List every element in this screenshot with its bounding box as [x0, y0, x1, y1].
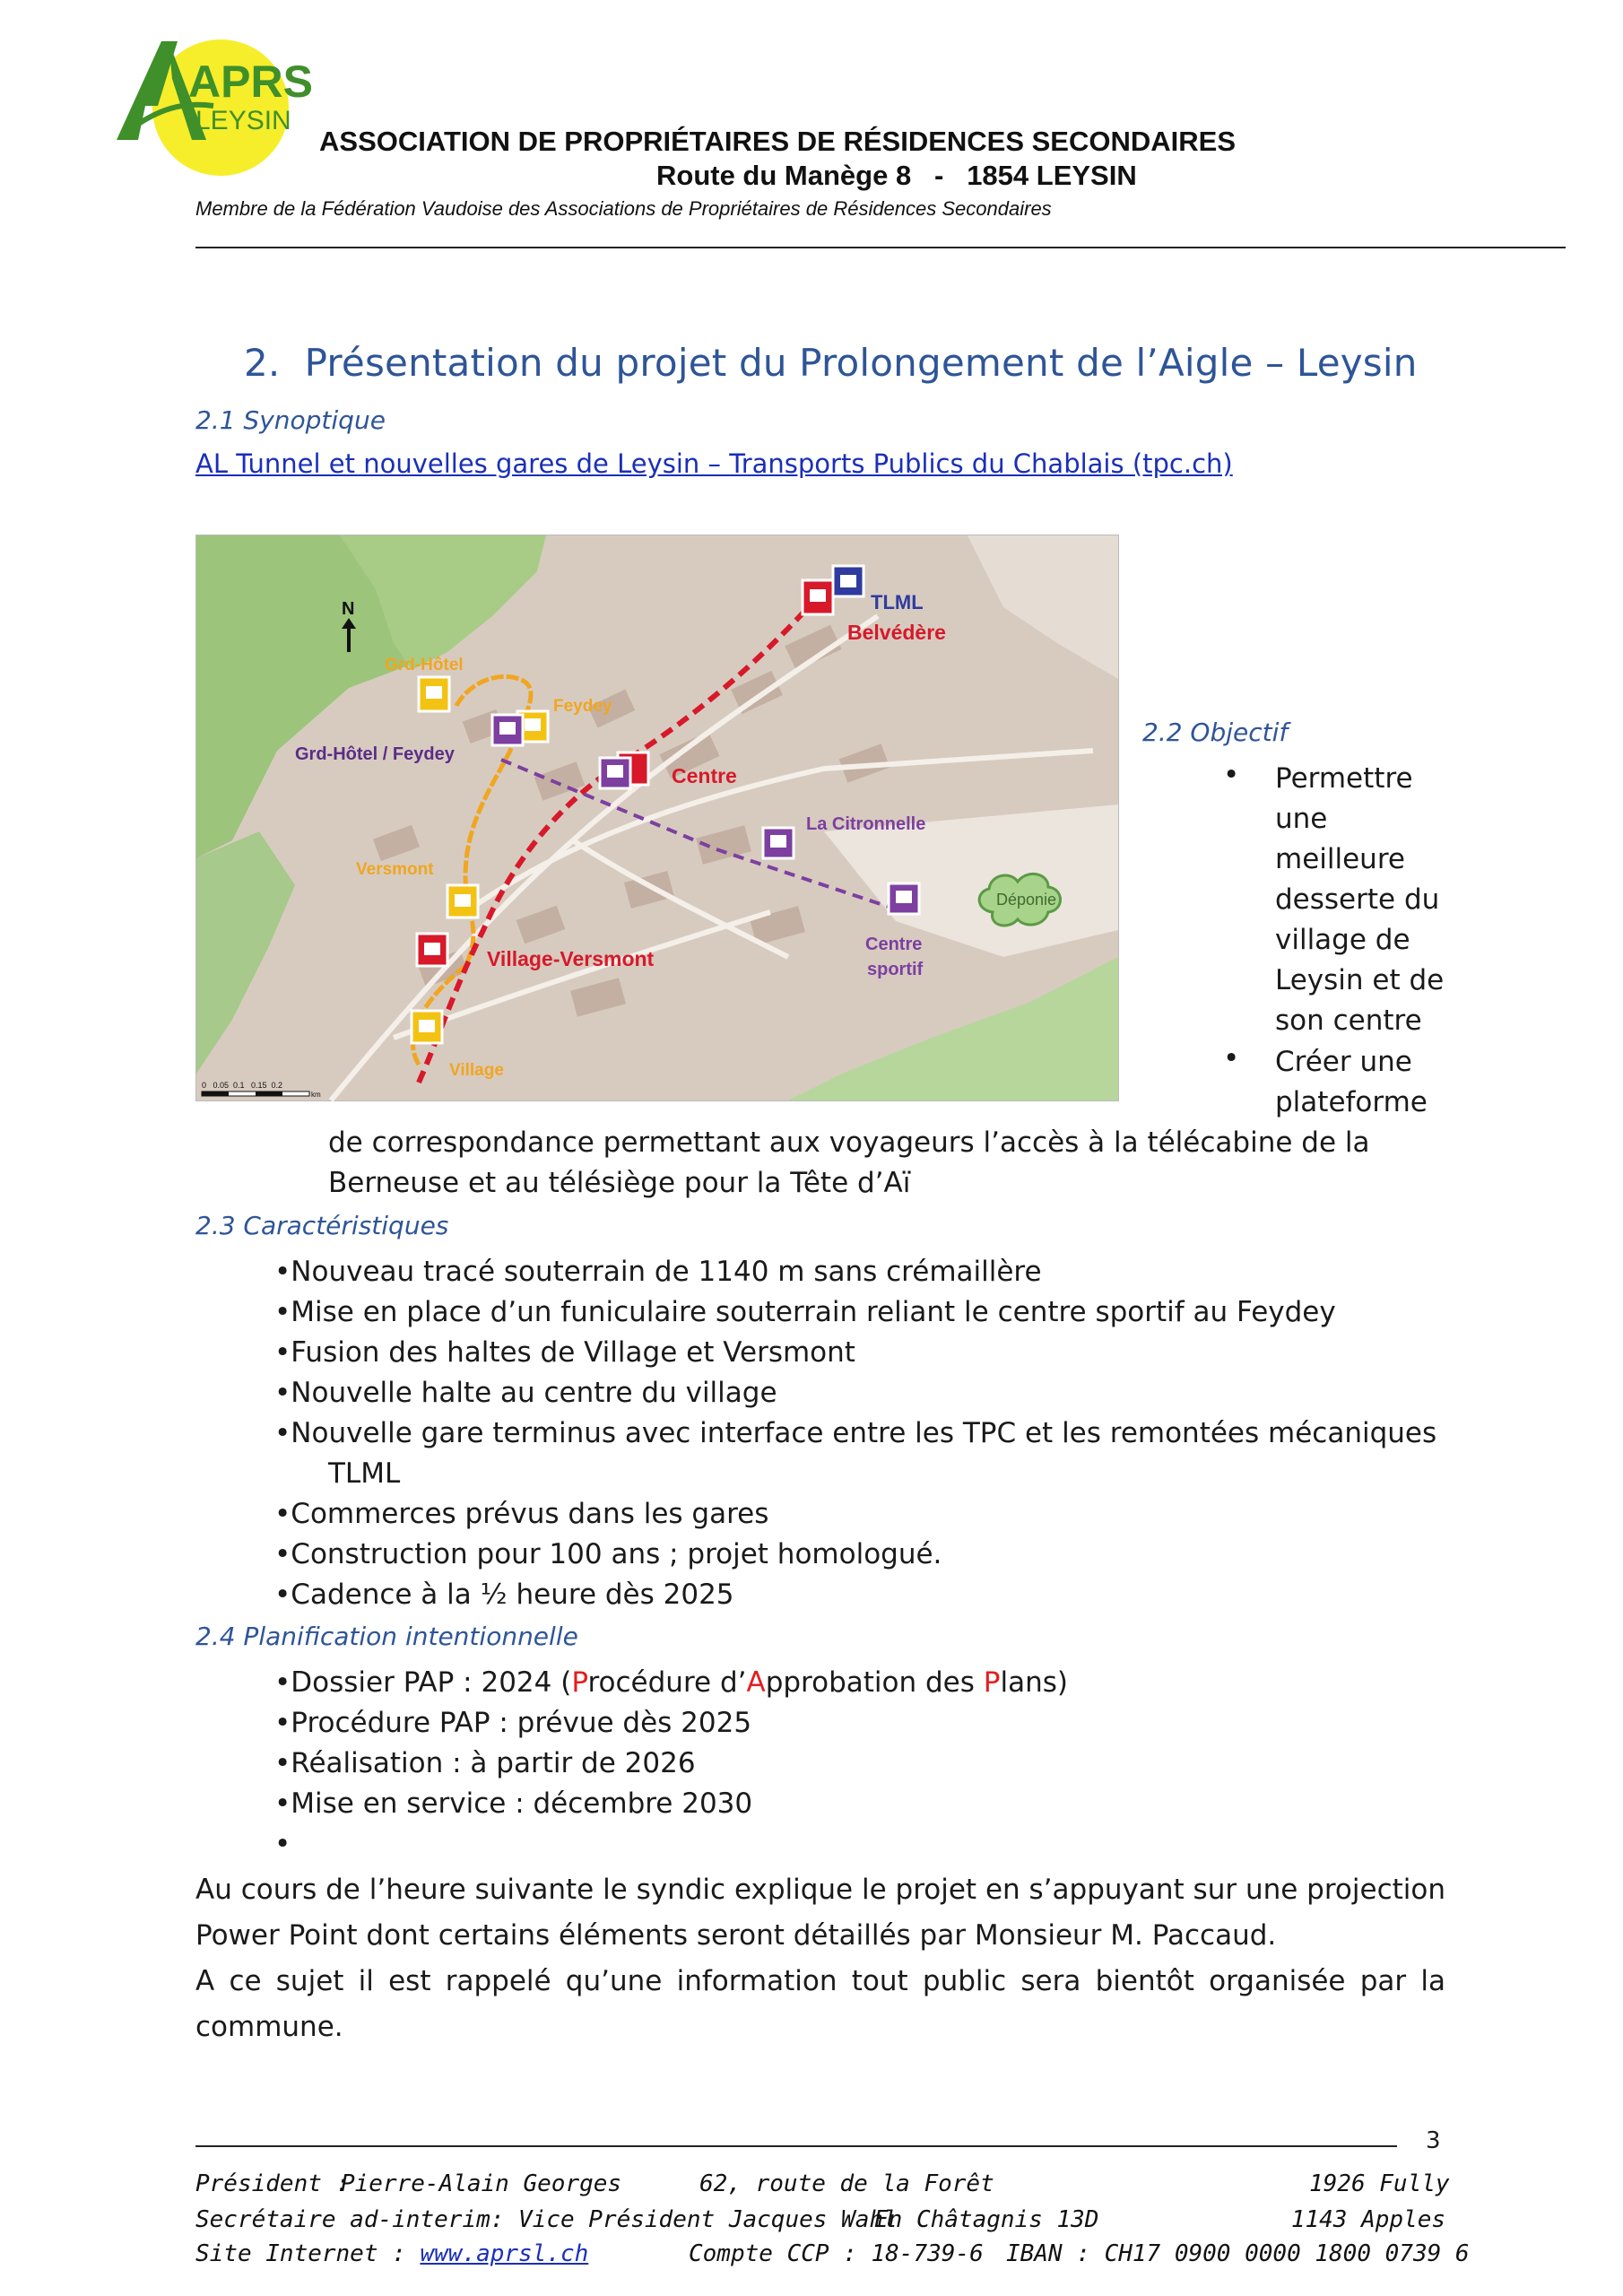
caracteristique-item: •Nouveau tracé souterrain de 1140 m sans crémaillère [274, 1256, 1042, 1288]
station-belvedere [803, 580, 833, 614]
objectif-item-1-line: village de [1275, 924, 1410, 956]
caracteristique-item: •Mise en place d’un funiculaire souterrain reliant le centre sportif au Feydey [274, 1296, 1336, 1328]
footer-secretary-street: En Châtagnis 13D [874, 2206, 1099, 2233]
map-scale-label: 0 0.05 0.1 0.15 0.2 [202, 1081, 283, 1090]
paragraph-line: Power Point dont certains éléments seront détaillés par Monsieur M. Paccaud. [195, 1919, 1277, 1952]
heading-caracteristiques: 2.3 Caractéristiques [195, 1211, 449, 1240]
footer-secretary-city: 1143 Apples [1290, 2206, 1445, 2233]
map-label-centre-sportif-2: sportif [867, 960, 924, 979]
heading-objectif: 2.2 Objectif [1142, 718, 1289, 747]
map-label-belvedere: Belvédère [847, 621, 946, 644]
map-label-centre-sportif-1: Centre [865, 935, 923, 954]
station-centre [600, 752, 648, 788]
caracteristique-item: •Cadence à la ½ heure dès 2025 [274, 1578, 734, 1611]
association-title: ASSOCIATION DE PROPRIÉTAIRES DE RÉSIDENCES SECONDAIRES [319, 126, 1237, 157]
footer-site-label: Site Internet : [195, 2240, 421, 2267]
logo-text-top: APRS [188, 57, 313, 107]
station-village [412, 1011, 442, 1043]
objectif-cont-line: Berneuse et au télésiège pour la Tête d’Aï [328, 1167, 911, 1199]
objectif-cont-line: de correspondance permettant aux voyageurs l’accès à la télécabine de la [328, 1126, 1370, 1159]
caracteristique-item-cont: TLML [328, 1457, 401, 1490]
footer-secretary: Secrétaire ad-interim: Vice Président Jacques Wahl [195, 2206, 898, 2233]
objectif-item-2-line: Créer une [1275, 1046, 1412, 1078]
logo-text-bottom: LEYSIN [195, 106, 291, 135]
station-tlml [833, 566, 864, 596]
bullet-dot: • [1223, 1042, 1240, 1074]
caracteristique-item: •Commerces prévus dans les gares [274, 1498, 769, 1530]
paragraph-information [195, 1959, 1445, 2050]
paragraph-line: Au cours de l’heure suivante le syndic explique le projet en s’appuyant sur une projection [195, 1874, 1445, 1906]
station-versmont [447, 885, 478, 918]
footer-president-city: 1926 Fully [1309, 2170, 1450, 2197]
map-scale-unit: km [311, 1091, 321, 1099]
station-la-citronnelle [763, 828, 794, 858]
footer-site [195, 2240, 588, 2267]
footer-president-label: Président : [195, 2170, 351, 2197]
map-label-citronnelle: La Citronnelle [806, 814, 926, 834]
objectif-item-1-line: desserte du [1275, 883, 1440, 916]
caracteristique-item: •Nouvelle gare terminus avec interface entre les TPC et les remontées mécaniques [274, 1417, 1437, 1449]
footer-iban: IBAN : CH17 0900 0000 1800 0739 6 [1006, 2240, 1470, 2267]
caracteristique-item: •Construction pour 100 ans ; projet homologué. [274, 1538, 942, 1570]
paragraph-line: A ce sujet il est rappelé qu’une information tout public sera bientôt organisée par la [195, 1965, 1445, 1997]
footer-divider [195, 2145, 1397, 2147]
footer-president-name: Pierre-Alain Georges [341, 2170, 622, 2197]
station-village-versmont [417, 934, 447, 966]
map-label-tlml: TLML [871, 591, 924, 613]
objectif-item-1-line: son centre [1275, 1004, 1422, 1037]
leysin-project-map [195, 535, 1119, 1101]
map-label-versmont: Versmont [356, 860, 434, 879]
planification-item: •Dossier PAP : 2024 (Procédure d’Approbation des Plans) [274, 1666, 1068, 1699]
objectif-item-1-line: Leysin et de [1275, 964, 1445, 996]
planification-item: •Réalisation : à partir de 2026 [274, 1747, 696, 1779]
objectif-item-2-continuation [328, 1123, 1370, 1204]
footer-president-street: 62, route de la Forêt [699, 2170, 994, 2197]
association-address: Route du Manège 8 - 1854 LEYSIN [656, 160, 1137, 191]
station-grd-hotel [419, 677, 449, 711]
map-label-grd-hotel: Grd-Hôtel [385, 656, 464, 674]
paragraph-line: commune. [195, 2011, 343, 2043]
planification-item: •Mise en service : décembre 2030 [274, 1787, 753, 1820]
station-grd-hotel-feydey [492, 715, 523, 745]
aprs-logo [106, 34, 313, 178]
objectif-item-2-line: plateforme [1275, 1086, 1428, 1118]
objectif-item-2 [1275, 1042, 1428, 1123]
heading-planification: 2.4 Planification intentionnelle [195, 1622, 578, 1651]
footer-ccp: Compte CCP : 18-739-6 [689, 2240, 984, 2267]
caracteristique-item: •Nouvelle halte au centre du village [274, 1377, 777, 1409]
map-north-label: N [342, 599, 355, 619]
objectif-item-1-line: meilleure [1275, 843, 1405, 875]
paragraph-syndic [195, 1867, 1445, 1959]
map-label-deponie: Déponie [996, 891, 1057, 909]
caracteristique-item: •Fusion des haltes de Village et Versmont [274, 1336, 855, 1369]
map-label-centre: Centre [672, 764, 737, 787]
heading-synoptique: 2.1 Synoptique [195, 405, 386, 435]
objectif-item-1-line: Permettre [1275, 762, 1413, 795]
planification-item: •Procédure PAP : prévue dès 2025 [274, 1707, 752, 1739]
page-number: 3 [1426, 2127, 1441, 2154]
objectif-item-1 [1275, 759, 1444, 1041]
map-label-village: Village [449, 1061, 504, 1080]
caracteristiques-list [274, 1252, 1436, 1615]
section-title: 2. Présentation du projet du Prolongement de l’Aigle – Leysin [244, 341, 1418, 385]
bullet-dot: • [1223, 759, 1240, 791]
objectif-item-1-line: une [1275, 803, 1328, 835]
tpc-link[interactable]: AL Tunnel et nouvelles gares de Leysin – Transports Publics du Chablais (tpc.ch) [195, 448, 1233, 479]
map-label-village-versmont: Village-Versmont [487, 947, 655, 970]
station-centre-sportif [889, 883, 919, 914]
planification-list [274, 1663, 1068, 1865]
planification-item-empty: • [274, 1828, 291, 1860]
header-divider [195, 247, 1566, 248]
map-label-feydey: Feydey [553, 697, 612, 716]
map-label-grd-hotel-feydey: Grd-Hôtel / Feydey [295, 744, 455, 764]
association-member-line: Membre de la Fédération Vaudoise des Associations de Propriétaires de Résidences Secondaires [195, 197, 1052, 220]
footer-site-link[interactable]: www.aprsl.ch [420, 2240, 589, 2267]
